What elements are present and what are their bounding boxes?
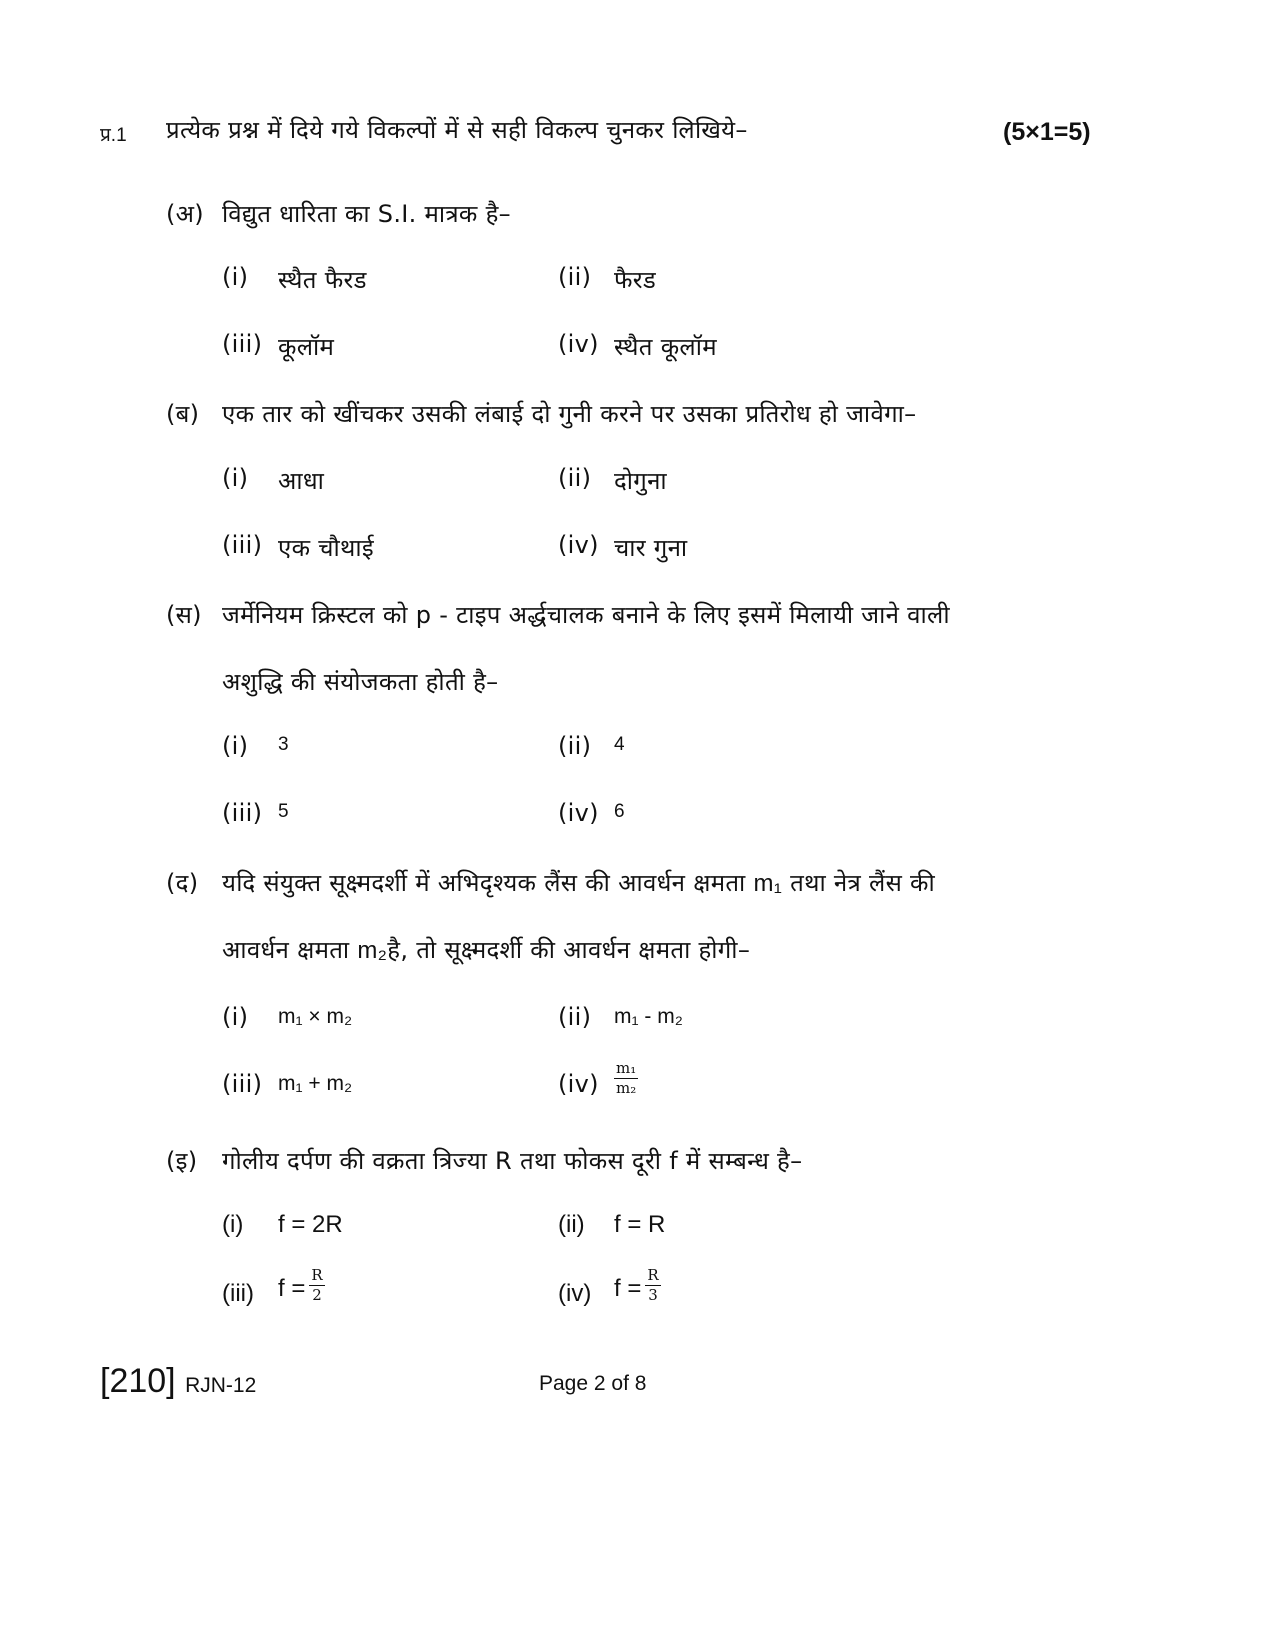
sub-question-label: (द) bbox=[166, 869, 199, 897]
option-text: m₁ - m₂ bbox=[614, 1005, 683, 1028]
option-number: (i) bbox=[222, 732, 249, 760]
symbol-m2: m₂ bbox=[357, 937, 388, 964]
option-number: (iv) bbox=[558, 1070, 599, 1098]
option-number: (iii) bbox=[222, 1070, 263, 1098]
option-text: 4 bbox=[614, 734, 625, 755]
text-segment: है, तो सूक्ष्मदर्शी की आवर्धन क्षमता होगी– bbox=[387, 936, 751, 964]
fraction bbox=[645, 1268, 660, 1303]
option-text: कूलॉम bbox=[278, 333, 335, 361]
paper-code-series: RJN-12 bbox=[185, 1374, 257, 1397]
option-number: (i) bbox=[222, 464, 249, 492]
option-number: (ii) bbox=[558, 1211, 585, 1238]
paper-code-number: [210] bbox=[100, 1362, 176, 1400]
fraction-numerator: R bbox=[647, 1266, 659, 1284]
option-number: (iii) bbox=[222, 1280, 254, 1307]
option-text: चार गुना bbox=[614, 534, 688, 562]
fraction-option bbox=[614, 1059, 638, 1099]
option-number: (ii) bbox=[558, 732, 592, 760]
option-text: दोगुना bbox=[614, 467, 667, 495]
sub-question-label: (स) bbox=[166, 601, 202, 629]
question-instruction: प्रत्येक प्रश्न में दिये गये विकल्पों में से सही विकल्प चुनकर लिखिये– bbox=[166, 116, 748, 144]
option-text: स्थैत कूलॉम bbox=[614, 333, 717, 361]
option-number: (ii) bbox=[558, 464, 592, 492]
paper-code bbox=[100, 1362, 256, 1401]
option-number: (iv) bbox=[558, 531, 599, 559]
option-number: (i) bbox=[222, 263, 249, 291]
equation-prefix: f = bbox=[614, 1274, 642, 1302]
option-number: (iv) bbox=[558, 1280, 592, 1307]
question-number: प्र.1 bbox=[100, 125, 127, 146]
option-text: f = R bbox=[614, 1211, 666, 1238]
sub-question-text: विद्युत धारिता का S.I. मात्रक है– bbox=[222, 200, 511, 228]
marks-allocation: (5×1=5) bbox=[1003, 118, 1091, 146]
option-text: m₁ × m₂ bbox=[278, 1005, 353, 1028]
text-segment: तथा नेत्र लैंस की bbox=[790, 869, 935, 897]
sub-question-label: (ब) bbox=[166, 400, 200, 428]
option-number: (i) bbox=[222, 1211, 244, 1238]
sub-question-text-continued bbox=[222, 933, 750, 966]
option-number: (iii) bbox=[222, 799, 263, 827]
option-text: स्थैत फैरड bbox=[278, 266, 367, 294]
option-number: (ii) bbox=[558, 1003, 592, 1031]
page-number: Page 2 of 8 bbox=[539, 1372, 647, 1395]
sub-question-text: एक तार को खींचकर उसकी लंबाई दो गुनी करने पर उसका प्रतिरोध हो जावेगा– bbox=[222, 400, 917, 428]
sub-question-label: (अ) bbox=[166, 200, 204, 228]
option-text: f = 2R bbox=[278, 1211, 343, 1238]
sub-question-text bbox=[222, 866, 935, 899]
option-number: (iii) bbox=[222, 330, 263, 358]
text-segment: यदि संयुक्त सूक्ष्मदर्शी में अभिदृश्यक लैंस की आवर्धन क्षमता bbox=[222, 869, 746, 897]
option-number: (iv) bbox=[558, 330, 599, 358]
option-number: (i) bbox=[222, 1003, 249, 1031]
equation-prefix: f = bbox=[278, 1274, 306, 1302]
fraction-denominator: 2 bbox=[312, 1286, 322, 1304]
fraction-option bbox=[278, 1266, 325, 1306]
symbol-m1: m₁ bbox=[753, 870, 783, 897]
option-text: m₁ + m₂ bbox=[278, 1072, 353, 1095]
fraction bbox=[309, 1268, 324, 1303]
option-number: (iii) bbox=[222, 531, 263, 559]
option-number: (ii) bbox=[558, 263, 592, 291]
option-text: 3 bbox=[278, 734, 289, 755]
fraction-denominator: m₂ bbox=[616, 1079, 637, 1097]
fraction-option bbox=[614, 1266, 661, 1306]
fraction-numerator: R bbox=[311, 1266, 323, 1284]
option-text: आधा bbox=[278, 467, 325, 495]
text-segment: आवर्धन क्षमता bbox=[222, 936, 350, 964]
fraction-denominator: 3 bbox=[648, 1286, 658, 1304]
option-text: 6 bbox=[614, 801, 625, 822]
sub-question-text: गोलीय दर्पण की वक्रता त्रिज्या R तथा फोकस दूरी f में सम्बन्ध है– bbox=[222, 1147, 803, 1175]
fraction bbox=[614, 1061, 638, 1096]
sub-question-label: (इ) bbox=[166, 1147, 198, 1175]
option-text: 5 bbox=[278, 801, 289, 822]
option-number: (iv) bbox=[558, 799, 599, 827]
fraction-numerator: m₁ bbox=[616, 1059, 637, 1077]
sub-question-text: जर्मेनियम क्रिस्टल को p - टाइप अर्द्धचालक बनाने के लिए इसमें मिलायी जाने वाली bbox=[222, 601, 950, 629]
option-text: फैरड bbox=[614, 266, 657, 294]
option-text: एक चौथाई bbox=[278, 534, 374, 562]
sub-question-text-continued: अशुद्धि की संयोजकता होती है– bbox=[222, 668, 499, 696]
